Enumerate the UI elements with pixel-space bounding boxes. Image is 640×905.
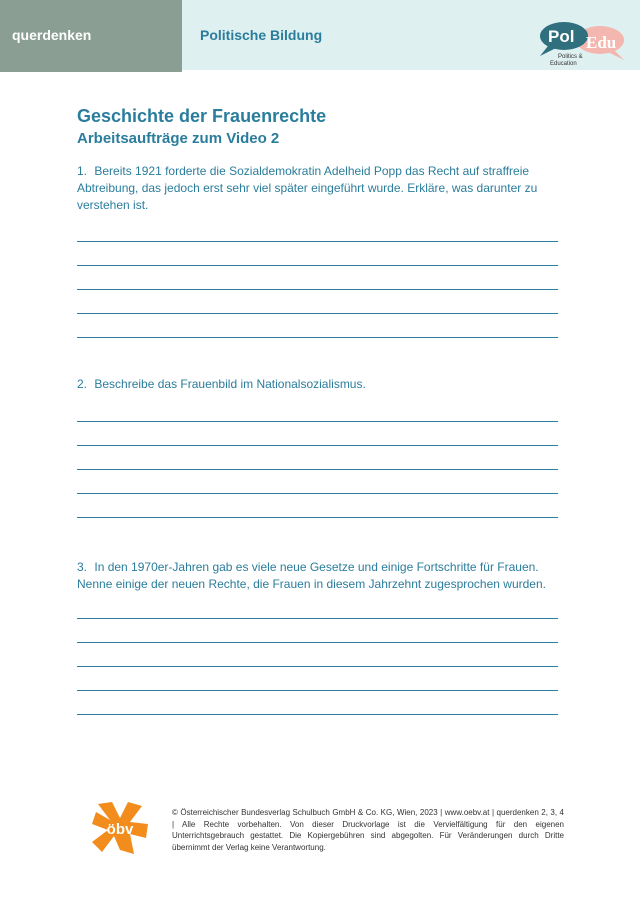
page-header xyxy=(0,0,640,72)
answer-line[interactable] xyxy=(77,313,558,314)
task-number: 2. xyxy=(77,377,88,391)
page-subtitle: Arbeitsaufträge zum Video 2 xyxy=(77,130,280,147)
answer-line[interactable] xyxy=(77,241,558,242)
answer-lines-1 xyxy=(77,241,558,361)
logo-edu-text: Edu xyxy=(586,33,617,52)
task-text: Beschreibe das Frauenbild im Nationalsozialismus. xyxy=(94,377,366,391)
brand-label: querdenken xyxy=(12,27,92,43)
answer-line[interactable] xyxy=(77,421,558,422)
answer-line[interactable] xyxy=(77,618,558,619)
answer-line[interactable] xyxy=(77,469,558,470)
answer-line[interactable] xyxy=(77,642,558,643)
answer-line[interactable] xyxy=(77,289,558,290)
logo-tagline-1: Politics & xyxy=(558,54,583,60)
subject-label: Politische Bildung xyxy=(200,27,323,43)
answer-line[interactable] xyxy=(77,517,558,518)
title-block xyxy=(77,105,326,149)
task-number: 1. xyxy=(77,164,88,178)
task-3 xyxy=(77,559,567,593)
answer-lines-2 xyxy=(77,421,558,541)
copyright-text: © Österreichischer Bundesverlag Schulbuch GmbH & Co. KG, Wien, 2023 | www.oebv.at | querdenken 2, 3, 4 | Alle Rechte vorbehalten. Von dieser Druckvorlage ist die Vervielfältigung für den eigenen Unterrichtsgebrauch gestattet. Die Kopiergebühren sind abgegolten. Für Veränderungen durch Dritte übernimmt der Verlag keine Verantwortung. xyxy=(172,808,564,852)
task-number: 3. xyxy=(77,560,88,574)
answer-line[interactable] xyxy=(77,714,558,715)
oebv-logo xyxy=(90,800,150,856)
task-2 xyxy=(77,376,567,393)
page-title: Geschichte der Frauenrechte xyxy=(77,106,327,126)
answer-lines-3 xyxy=(77,618,558,738)
oebv-logo-text: öbv xyxy=(106,821,134,838)
task-text: In den 1970er-Jahren gab es viele neue Gesetze und einige Fortschritte für Frauen. Nenne einige der neuen Rechte, die Frauen in diesem Jahrzehnt zugesprochen wurden. xyxy=(77,560,546,591)
answer-line[interactable] xyxy=(77,265,558,266)
logo-pol-text: Pol xyxy=(548,27,575,46)
brand-tab xyxy=(0,0,182,72)
answer-line[interactable] xyxy=(77,337,558,338)
logo-tagline-2: Education xyxy=(550,61,577,67)
answer-line[interactable] xyxy=(77,445,558,446)
answer-line[interactable] xyxy=(77,690,558,691)
task-text: Bereits 1921 forderte die Sozialdemokratin Adelheid Popp das Recht auf straffreie Abtreibung, das jedoch erst sehr viel später eingeführt wurde. Erkläre, was darunter zu verstehen ist. xyxy=(77,164,538,212)
answer-line[interactable] xyxy=(77,493,558,494)
poledu-logo xyxy=(534,20,626,70)
answer-line[interactable] xyxy=(77,666,558,667)
task-1 xyxy=(77,163,567,214)
